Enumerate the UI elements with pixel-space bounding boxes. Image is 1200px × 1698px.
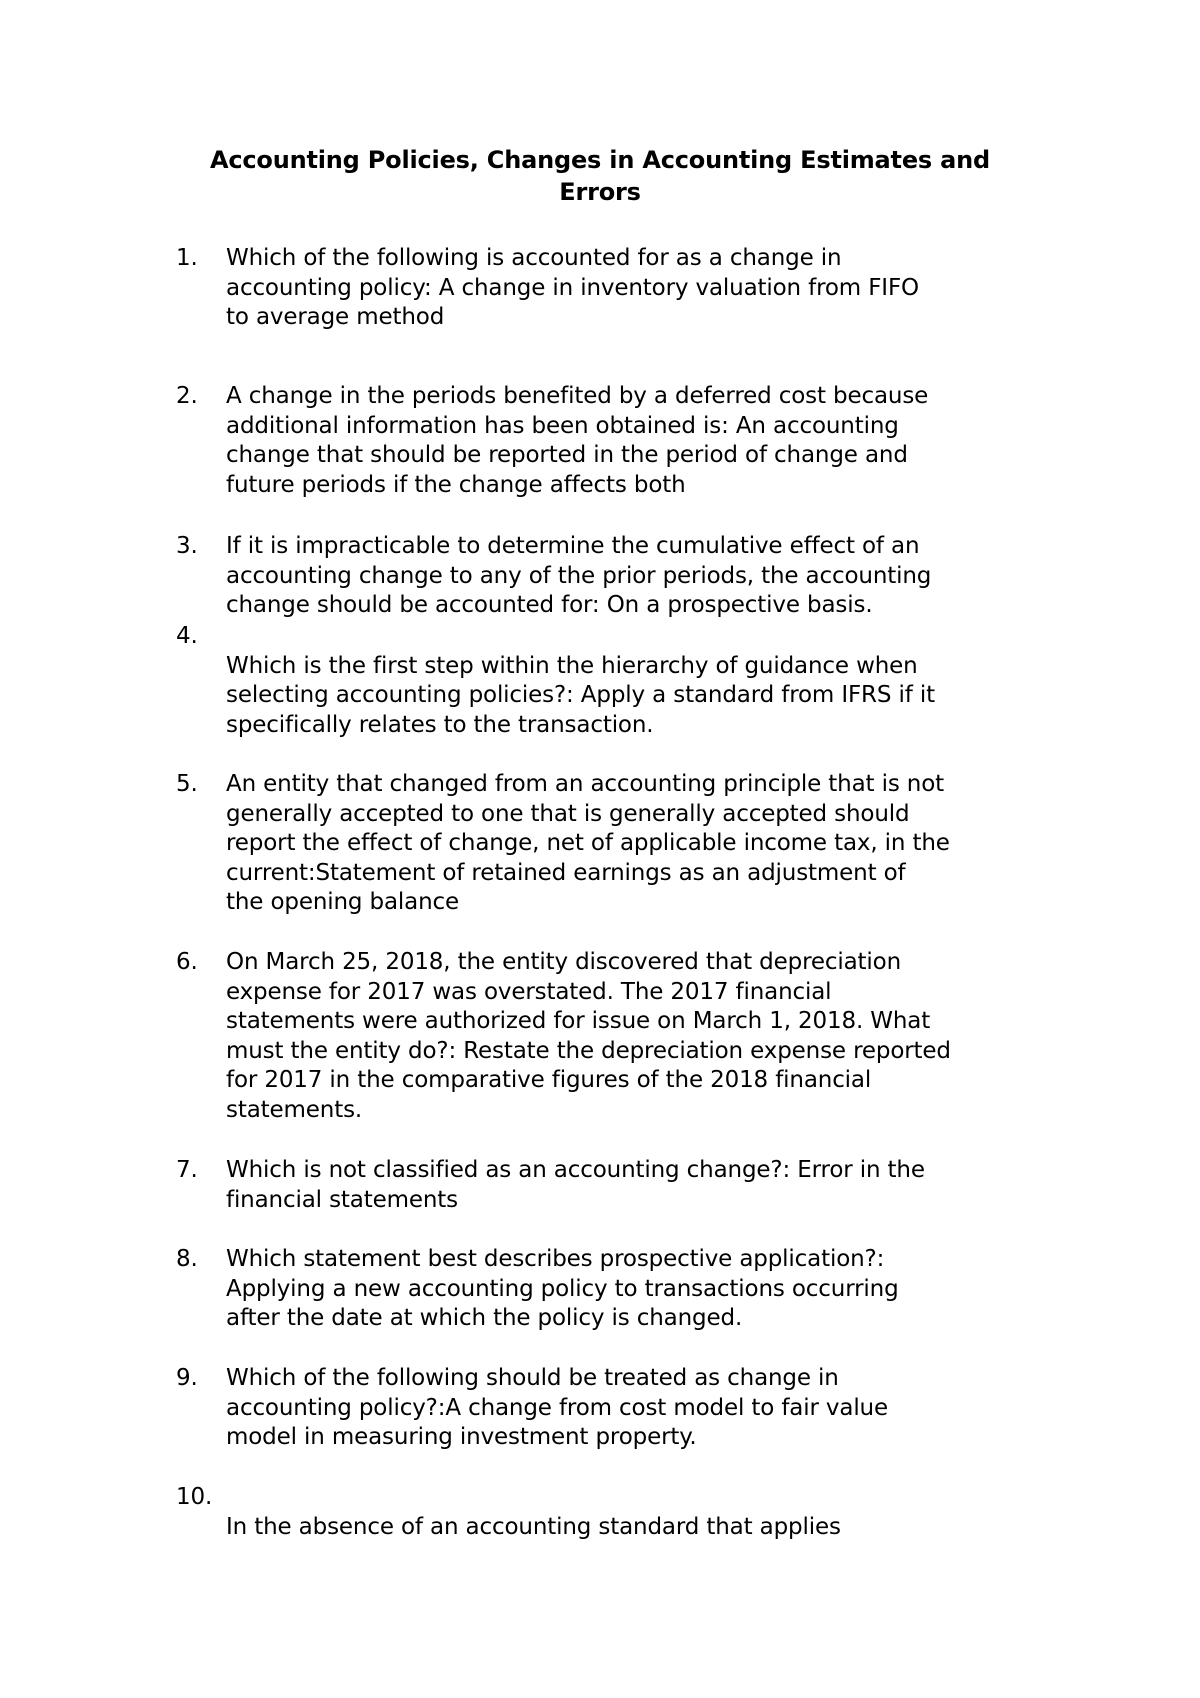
title-line-1: Accounting Policies, Changes in Accounting Estimates and (209, 146, 990, 174)
question-text: An entity that changed from an accounting principle that is not generally accepted to one that is generally accepted should report the effect of change, net of applicable income tax, in the current:Statement of retained earnings as an adjustment of the opening balance (226, 771, 950, 915)
question-number: 7. (176, 1157, 198, 1183)
document-title (180, 144, 1020, 208)
question-text: Which of the following is accounted for as a change in accounting policy: A change in inventory valuation from FIFO to average method (226, 245, 919, 330)
question-number: 3. (176, 533, 198, 559)
question-number: 10. (176, 1484, 213, 1510)
question-number: 8. (176, 1246, 198, 1272)
question-number: 9. (176, 1365, 198, 1391)
question-text: Which statement best describes prospective application?: Applying a new accounting policy to transactions occurring after the date at which the policy is changed. (226, 1246, 899, 1331)
question-number: 2. (176, 383, 198, 409)
title-line-2: Errors (559, 178, 641, 206)
question-number: 1. (176, 245, 198, 271)
question-text: Which is the first step within the hierarchy of guidance when selecting accounting policies?: Apply a standard from IFRS if it specifically relates to the transaction. (226, 652, 935, 738)
question-number: 6. (176, 949, 198, 975)
question-text: Which of the following should be treated as change in accounting policy?:A change from cost model to fair value model in measuring investment property. (226, 1365, 888, 1450)
question-text: Which is not classified as an accounting change?: Error in the financial statements (226, 1157, 925, 1213)
question-text: A change in the periods benefited by a deferred cost because additional information has been obtained is: An accounting change that should be reported in the period of change and future periods if the change affects both (226, 383, 929, 498)
question-text: If it is impracticable to determine the cumulative effect of an accounting change to any of the prior periods, the accounting change should be accounted for: On a prospective basis. (226, 533, 932, 618)
question-text: On March 25, 2018, the entity discovered that depreciation expense for 2017 was overstated. The 2017 financial statements were authorized for issue on March 1, 2018. What must the entity do?: Restate the depreciation expense reported for 2017 in the comparative figures of the 2018 financial statements. (226, 949, 951, 1123)
question-text: In the absence of an accounting standard that applies (226, 1513, 841, 1540)
question-number: 4. (176, 623, 198, 649)
question-number: 5. (176, 771, 198, 797)
